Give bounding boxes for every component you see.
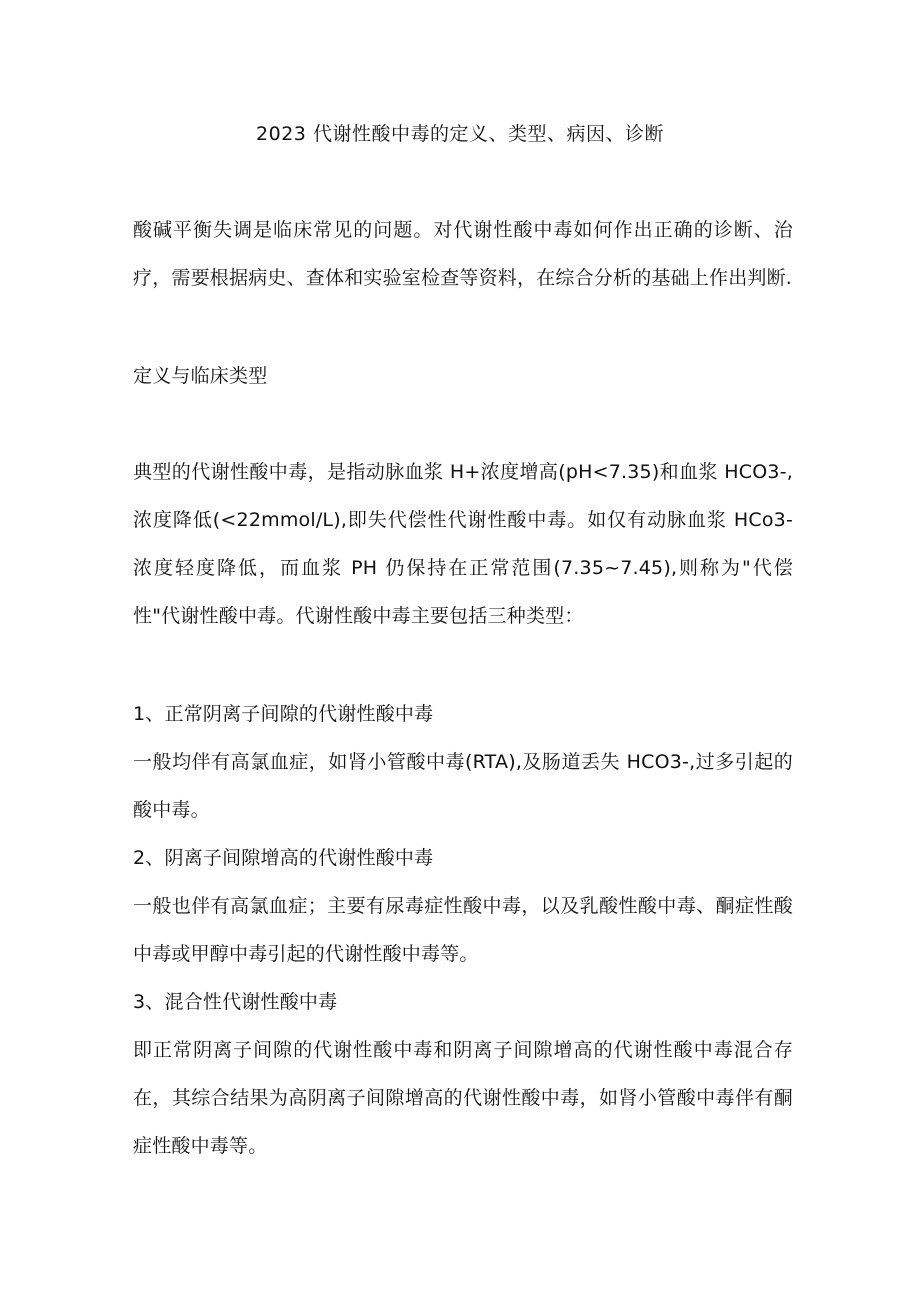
type-text-2: 一般也伴有高氯血症；主要有尿毒症性酸中毒，以及乳酸性酸中毒、酮症性酸中毒或甲醇中毒引起的代谢性酸中毒等。 [133,895,793,965]
section-heading: 定义与临床类型 [133,365,268,387]
type-text-3: 即正常阴离子间隙的代谢性酸中毒和阴离子间隙增高的代谢性酸中毒混合存在，其综合结果为高阴离子间隙增高的代谢性酸中毒，如肾小管酸中毒伴有酮症性酸中毒等。 [133,1039,793,1157]
type-heading-1: 1、正常阴离子间隙的代谢性酸中毒 [133,703,434,725]
type-heading-3: 3、混合性代谢性酸中毒 [133,991,338,1013]
document-title: 2023 代谢性酸中毒的定义、类型、病因、诊断 [256,123,664,145]
intro-paragraph: 酸碱平衡失调是临床常见的问题。对代谢性酸中毒如何作出正确的诊断、治疗，需要根据病史、查体和实验室检查等资料，在综合分析的基础上作出判断. [133,219,793,289]
definition-paragraph: 典型的代谢性酸中毒，是指动脉血浆 H+浓度增高(pH<7.35)和血浆 HCO3-,浓度降低(<22mmol/L),即失代偿性代谢性酸中毒。如仅有动脉血浆 HCo3-浓度轻度降低，而血浆 PH 仍保持在正常范围(7.35~7.45),则称为"代偿性"代谢性酸中毒。代谢性酸中毒主要包括三种类型： [133,461,793,627]
type-heading-2: 2、阴离子间隙增高的代谢性酸中毒 [133,847,434,869]
type-text-1: 一般均伴有高氯血症，如肾小管酸中毒(RTA),及肠道丢失 HCO3-,过多引起的酸中毒。 [133,751,793,821]
